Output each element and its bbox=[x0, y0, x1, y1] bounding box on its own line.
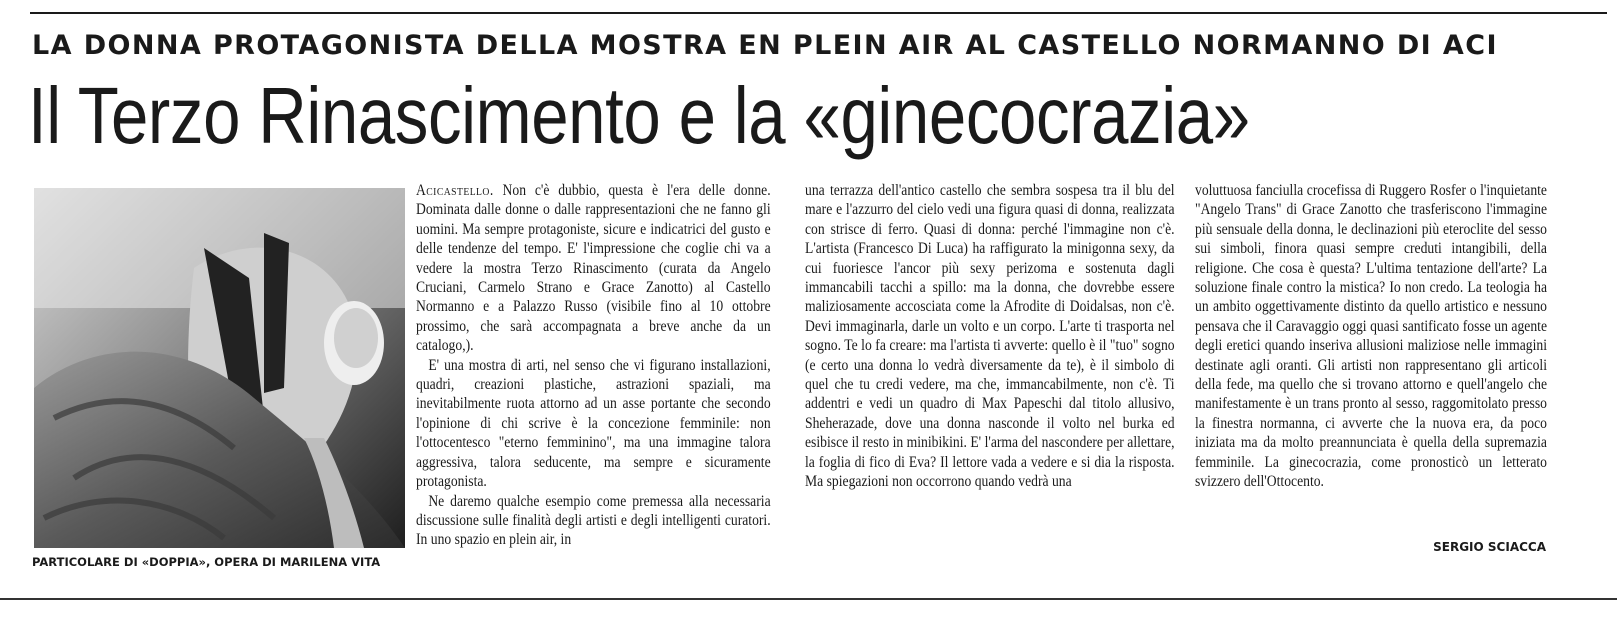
article-photo bbox=[34, 188, 405, 548]
photo-illustration bbox=[34, 188, 405, 548]
paragraph: una terrazza dell'antico castello che sembra sospesa tra il blu del mare e l'azzurro del cielo vedi una figura quasi di donna, realizzata con strisce di ferro. Quasi di donna: perché l'immagine non c'è. L'artista (Francesco Di Luca) ha raffigurato la minigonna sexy, da cui fuoriesce l'ancor più sexy perizoma e sostenuta dagli immancabili tacchi a spillo: ma la donna, che dovrebbe essere maliziosamente accosciata come la Afrodite di Doidalsas, non c'è. Devi immaginarla, darle un volto e un corpo. L'arte ti trasporta nel sogno. Te lo fa creare: ma l'artista ti avverte: quello è il "tuo" sogno (e certo una donna lo vedrà diversamente da te), è il simbolo di quel che tu credi vedere, ma che, immancabilmente, non c'è. Ti addentri e vedi un quadro di Max Papeschi dal titolo allusivo, Sheherazade, dove una donna nasconde il volto nel burka ed esibisce il resto in minibikini. E' l'arma del nascondere per allettare, la foglia di fico di Eva? Il lettore vada a vedere e si dia la risposta. Ma spiegazioni non occorrono quando vedrà una bbox=[805, 182, 1175, 491]
paragraph-text: Non c'è dubbio, questa è l'era delle donne. Dominata dalle donne o dalle rappresentazioni che ne fanno gli uomini. Ma sempre protagoniste, sicure e indicatrici del gusto e delle tendenze del tempo. E' l'impressione che coglie chi va a vedere la mostra Terzo Rinascimento (curata da Angelo Cruciani, Carmelo Strano e Grace Zanotto) al Castello Normanno e a Palazzo Russo (visibile fino al 10 ottobre prossimo, che sarà accompagnata a breve anche da un catalogo,). bbox=[416, 182, 771, 355]
paragraph: Ne daremo qualche esempio come premessa alla necessaria discussione sulle finalità degli artisti e degli intelligenti curatori. In uno spazio en plein air, in bbox=[416, 492, 771, 549]
headline: Il Terzo Rinascimento e la «ginecocrazia» bbox=[28, 71, 1250, 160]
paragraph bbox=[416, 181, 771, 356]
article-column-2 bbox=[805, 181, 1175, 492]
byline: SERGIO SCIACCA bbox=[1433, 540, 1546, 554]
dateline: Acicastello. bbox=[416, 182, 494, 199]
paragraph: E' una mostra di arti, nel senso che vi figurano installazioni, quadri, creazioni plastiche, astrazioni spaziali, ma inevitabilmente ruota attorno ad un asse portante che secondo l'opinione di chi scrive è la concezione femminile: non l'ottocentesco "eterno femminino", ma una immagine talora aggressiva, talora seducente, ma sempre e sicuramente protagonista. bbox=[416, 356, 771, 491]
top-rule bbox=[30, 12, 1607, 14]
article-column-3 bbox=[1195, 181, 1547, 492]
photo-caption: PARTICOLARE DI «DOPPIA», OPERA DI MARILENA VITA bbox=[32, 555, 381, 569]
article-column-1 bbox=[416, 181, 771, 550]
bottom-rule bbox=[0, 598, 1617, 600]
paragraph: voluttuosa fanciulla crocefissa di Ruggero Rosfer o l'inquietante "Angelo Trans" di Grace Zanotto che trasferiscono l'immagine più sensuale della donna, le declinazioni più eteroclite del sesso sui simboli, finora quasi sempre creduti intangibili, della religione. Che cosa è questa? L'ultima tentazione dell'arte? La soluzione finale contro la mistica? Io non credo. La teologia ha un ambito oggettivamente distinto da quello artistico e nessuno pensava che il Caravaggio oggi quasi santificato fosse un agente degli eretici quando inseriva allusioni maliziose nelle immagini destinate agli oranti. Gli artisti non rappresentano gli articoli della fede, ma quello che si trovano attorno e quell'angelo che manifestamente è un trans pronto al sesso, raggomitolato presso la finestra normanna, ci avverte che la nuova era, da poco iniziata ma da molto preannunciata è quella della supremazia femminile. La ginecocrazia, come pronosticò un letterato svizzero dell'Ottocento. bbox=[1195, 182, 1547, 491]
kicker: LA DONNA PROTAGONISTA DELLA MOSTRA EN PLEIN AIR AL CASTELLO NORMANNO DI ACI bbox=[32, 30, 1498, 61]
